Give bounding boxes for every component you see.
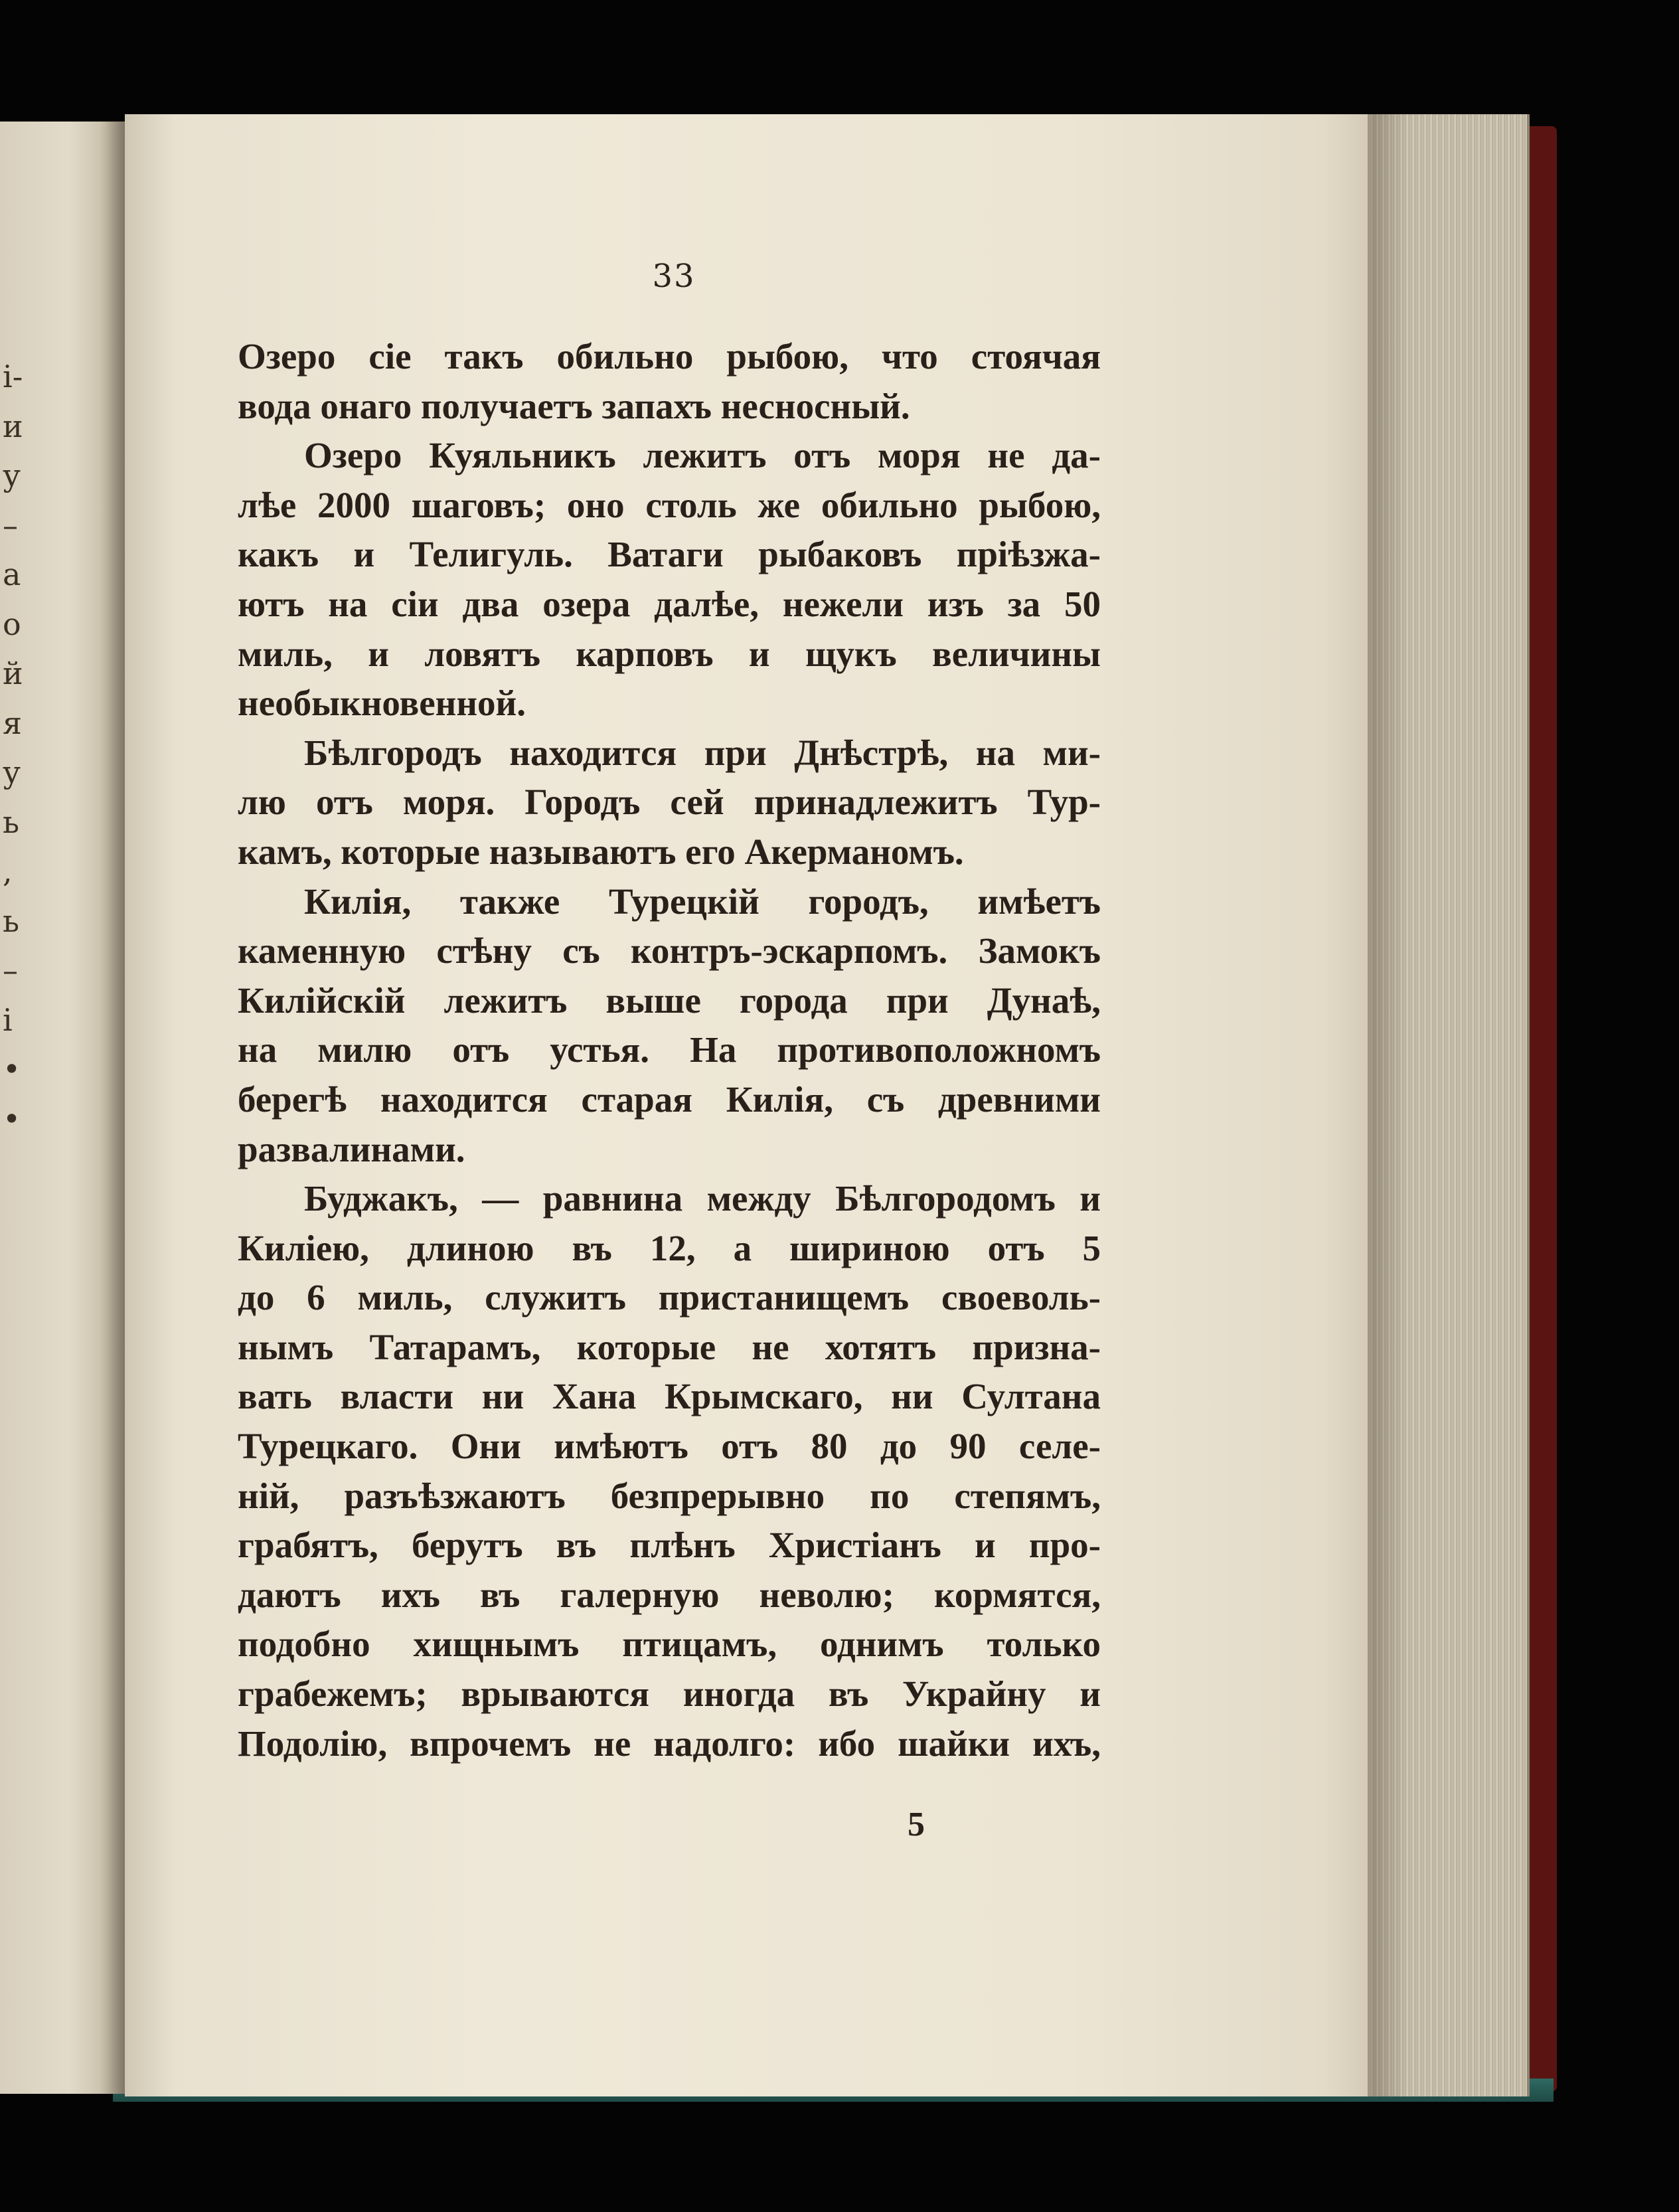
edge-letter: – (3, 952, 18, 988)
edge-letter: ь (3, 804, 20, 840)
edge-letter: у (3, 458, 21, 493)
text-line: вать власти ни Хана Крымскаго, ни Султана (238, 1376, 1101, 1417)
text-line: какъ и Телигуль. Ватаги рыбаковъ пріѣзжа- (238, 534, 1101, 575)
text-line: ній, разъѣзжаютъ безпрерывно по степямъ, (238, 1475, 1101, 1516)
text-line: берегѣ находится старая Килія, съ древними (238, 1078, 1101, 1120)
edge-letter: , (3, 853, 13, 889)
edge-letter: ь (3, 902, 20, 939)
text-line: грабятъ, берутъ въ плѣнъ Христіанъ и про- (238, 1525, 1101, 1566)
edge-letter: • (3, 1051, 21, 1087)
edge-letter: • (3, 1100, 21, 1137)
edge-letter: і- (3, 359, 23, 394)
text-line: ютъ на сіи два озера далѣе, нежели изъ за 50 (238, 583, 1101, 624)
edge-letter: о (3, 606, 21, 642)
left-page-edge-letters (3, 352, 29, 1144)
text-line: до 6 миль, служитъ пристанищемъ своеволь- (238, 1277, 1101, 1318)
page-edge-shadow (1368, 114, 1407, 2096)
text-line: Озеро Куяльникъ лежитъ отъ моря не да- (304, 435, 1101, 476)
text-line: Килійскій лежитъ выше города при Дунаѣ, (238, 979, 1101, 1021)
text-line: Бѣлгородъ находится при Днѣстрѣ, на ми- (304, 732, 1101, 773)
signature-mark: 5 (908, 1806, 925, 1843)
edge-letter: и (3, 408, 23, 444)
text-line: нымъ Татарамъ, которые не хотятъ призна- (238, 1326, 1101, 1367)
text-line: Килія, также Турецкій городъ, имѣетъ (304, 881, 1101, 922)
edge-letter: й (3, 655, 23, 691)
edge-letter: я (3, 705, 23, 741)
text-line: лю отъ моря. Городъ сей принадлежитъ Тур- (238, 782, 1101, 823)
text-line: Турецкаго. Они имѣютъ отъ 80 до 90 селе- (238, 1426, 1101, 1467)
text-line: грабежемъ; врываются иногда въ Украйну и (238, 1673, 1101, 1715)
text-line: камъ, которые называютъ его Акерманомъ. (238, 831, 964, 872)
text-line: Озеро сіе такъ обильно рыбою, что стоячая (238, 336, 1101, 377)
body-text (238, 332, 1101, 1768)
page-number: 33 (652, 258, 696, 295)
text-line: вода онаго получаетъ запахъ несносный. (238, 385, 910, 426)
text-line: Буджакъ, — равнина между Бѣлгородомъ и (304, 1178, 1101, 1219)
edge-letter: у (3, 754, 21, 790)
text-line: развалинами. (238, 1128, 465, 1169)
edge-letter: – (3, 507, 18, 543)
text-line: каменную стѣну съ контръ-эскарпомъ. Замокъ (238, 930, 1101, 972)
text-line: Киліею, длиною въ 12, а шириною отъ 5 (238, 1227, 1101, 1268)
text-line: подобно хищнымъ птицамъ, однимъ только (238, 1624, 1101, 1665)
edge-letter: а (3, 556, 21, 592)
text-line: даютъ ихъ въ галерную неволю; кормятся, (238, 1574, 1101, 1615)
text-line: необыкновенной. (238, 683, 526, 724)
text-line: Подолію, впрочемъ не надолго: ибо шайки ихъ, (238, 1723, 1101, 1764)
text-line: миль, и ловятъ карповъ и щукъ величины (238, 633, 1101, 674)
text-line: на милю отъ устья. На противоположномъ (238, 1029, 1101, 1070)
text-line: лѣе 2000 шаговъ; оно столь же обильно рыбою, (238, 484, 1101, 525)
edge-letter: і (3, 1001, 13, 1038)
